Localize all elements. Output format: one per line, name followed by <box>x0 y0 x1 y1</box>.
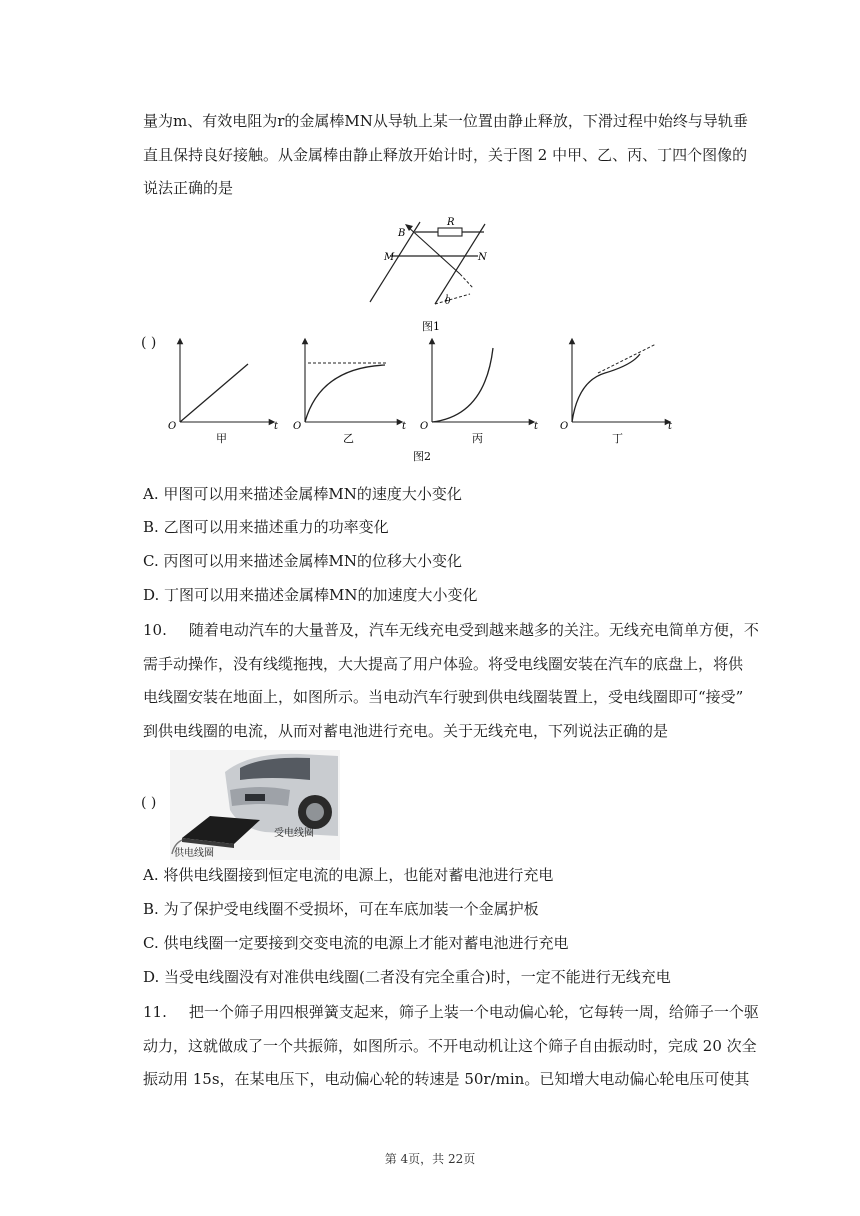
q10-text-line-4: 到供电线圈的电流，从而对蓄电池进行充电。关于无线充电，下列说法正确的是 <box>143 722 669 740</box>
graph-bing-origin: O <box>420 421 429 432</box>
q10-text-line-1 <box>143 620 759 640</box>
q10-number: 10. <box>143 621 167 639</box>
label-theta: θ <box>445 297 451 307</box>
graph-bing-t: t <box>534 421 539 432</box>
figure-1-caption: 图1 <box>422 320 440 333</box>
graph-ding-t: t <box>668 421 673 432</box>
graph-ding-label: 丁 <box>612 432 623 445</box>
graph-jia-label: 甲 <box>216 432 227 445</box>
graph-jia-origin: O <box>168 421 177 432</box>
option-text: 当受电线圈没有对准供电线圈(二者没有完全重合)时，一定不能进行无线充电 <box>164 968 671 986</box>
option-letter: B. <box>143 900 159 918</box>
option-text: 供电线圈一定要接到交变电流的电源上才能对蓄电池进行充电 <box>163 934 569 952</box>
option-letter: C. <box>143 552 159 570</box>
q9-option-c <box>143 551 462 571</box>
q9-text-line-3: 说法正确的是 <box>143 179 234 197</box>
page-footer: 第 4页，共 22页 <box>384 1152 476 1166</box>
option-letter: B. <box>143 518 159 536</box>
option-text: 丁图可以用来描述金属棒MN的加速度大小变化 <box>164 586 478 604</box>
q10-option-c <box>143 933 569 953</box>
q10-text-line-3: 电线圈安装在地面上，如图所示。当电动汽车行驶到供电线圈装置上，受电线圈即可“接受” <box>143 688 744 706</box>
option-text: 甲图可以用来描述金属棒MN的速度大小变化 <box>163 485 462 503</box>
graph-yi-label: 乙 <box>343 432 354 445</box>
option-letter: C. <box>143 934 159 952</box>
q10-answer-paren: ( ) <box>141 795 157 811</box>
label-supply-coil: 供电线圈 <box>174 848 214 859</box>
q11-text-line-3: 振动用 15s，在某电压下，电动偏心轮的转速是 50r/min。已知增大电动偏心轮电压可使其 <box>143 1070 750 1088</box>
car-wireless-charging-image <box>170 750 340 860</box>
figure-1-rail-diagram <box>360 212 500 337</box>
q10-text-line-1-content: 随着电动汽车的大量普及，汽车无线充电受到越来越多的关注。无线充电简单方便，不 <box>188 621 759 639</box>
label-receive-coil: 受电线圈 <box>274 828 314 839</box>
label-N: N <box>478 252 487 263</box>
option-text: 为了保护受电线圈不受损坏，可在车底加装一个金属护板 <box>163 900 539 918</box>
q10-option-d <box>143 967 671 987</box>
q10-option-a <box>143 865 553 885</box>
graph-bing <box>420 341 539 445</box>
label-R: R <box>447 217 455 228</box>
option-text: 丙图可以用来描述金属棒MN的位移大小变化 <box>163 552 462 570</box>
label-M: M <box>384 252 395 263</box>
graph-yi-t: t <box>402 421 407 432</box>
graph-yi-origin: O <box>293 421 302 432</box>
q9-text-line-1: 量为m、有效电阻为r的金属棒MN从导轨上某一位置由静止释放，下滑过程中始终与导轨垂 <box>143 112 748 130</box>
option-text: 乙图可以用来描述重力的功率变化 <box>163 518 389 536</box>
q11-text-line-1-content: 把一个筛子用四根弹簧支起来，筛子上装一个电动偏心轮，它每转一周，给筛子一个驱 <box>188 1003 759 1021</box>
option-letter: D. <box>143 586 160 604</box>
option-letter: A. <box>143 485 159 503</box>
q11-text-line-2: 动力，这就做成了一个共振筛，如图所示。不开电动机让这个筛子自由振动时，完成 20 次全 <box>143 1037 757 1055</box>
q9-answer-paren: ( ) <box>141 335 157 351</box>
q11-text-line-1 <box>143 1002 759 1022</box>
option-text: 将供电线圈接到恒定电流的电源上，也能对蓄电池进行充电 <box>163 866 554 884</box>
q9-text-line-2: 直且保持良好接触。从金属棒由静止释放开始计时，关于图 2 中甲、乙、丙、丁四个图像的 <box>143 146 748 164</box>
option-letter: A. <box>143 866 159 884</box>
q11-number: 11. <box>143 1003 167 1021</box>
q9-option-d <box>143 585 478 605</box>
figure-2-graphs <box>160 336 680 466</box>
figure-2-caption: 图2 <box>413 450 431 463</box>
q10-option-b <box>143 899 539 919</box>
graph-jia <box>168 341 279 445</box>
graph-yi <box>293 341 407 445</box>
graph-bing-label: 丙 <box>472 432 483 445</box>
graph-ding <box>560 341 673 445</box>
option-letter: D. <box>143 968 160 986</box>
q10-text-line-2: 需手动操作，没有线缆拖拽，大大提高了用户体验。将受电线圈安装在汽车的底盘上，将供 <box>143 655 744 673</box>
graph-ding-origin: O <box>560 421 569 432</box>
q9-option-b <box>143 517 389 537</box>
graph-jia-t: t <box>274 421 279 432</box>
label-B: B <box>398 228 406 239</box>
q9-option-a <box>143 484 462 504</box>
